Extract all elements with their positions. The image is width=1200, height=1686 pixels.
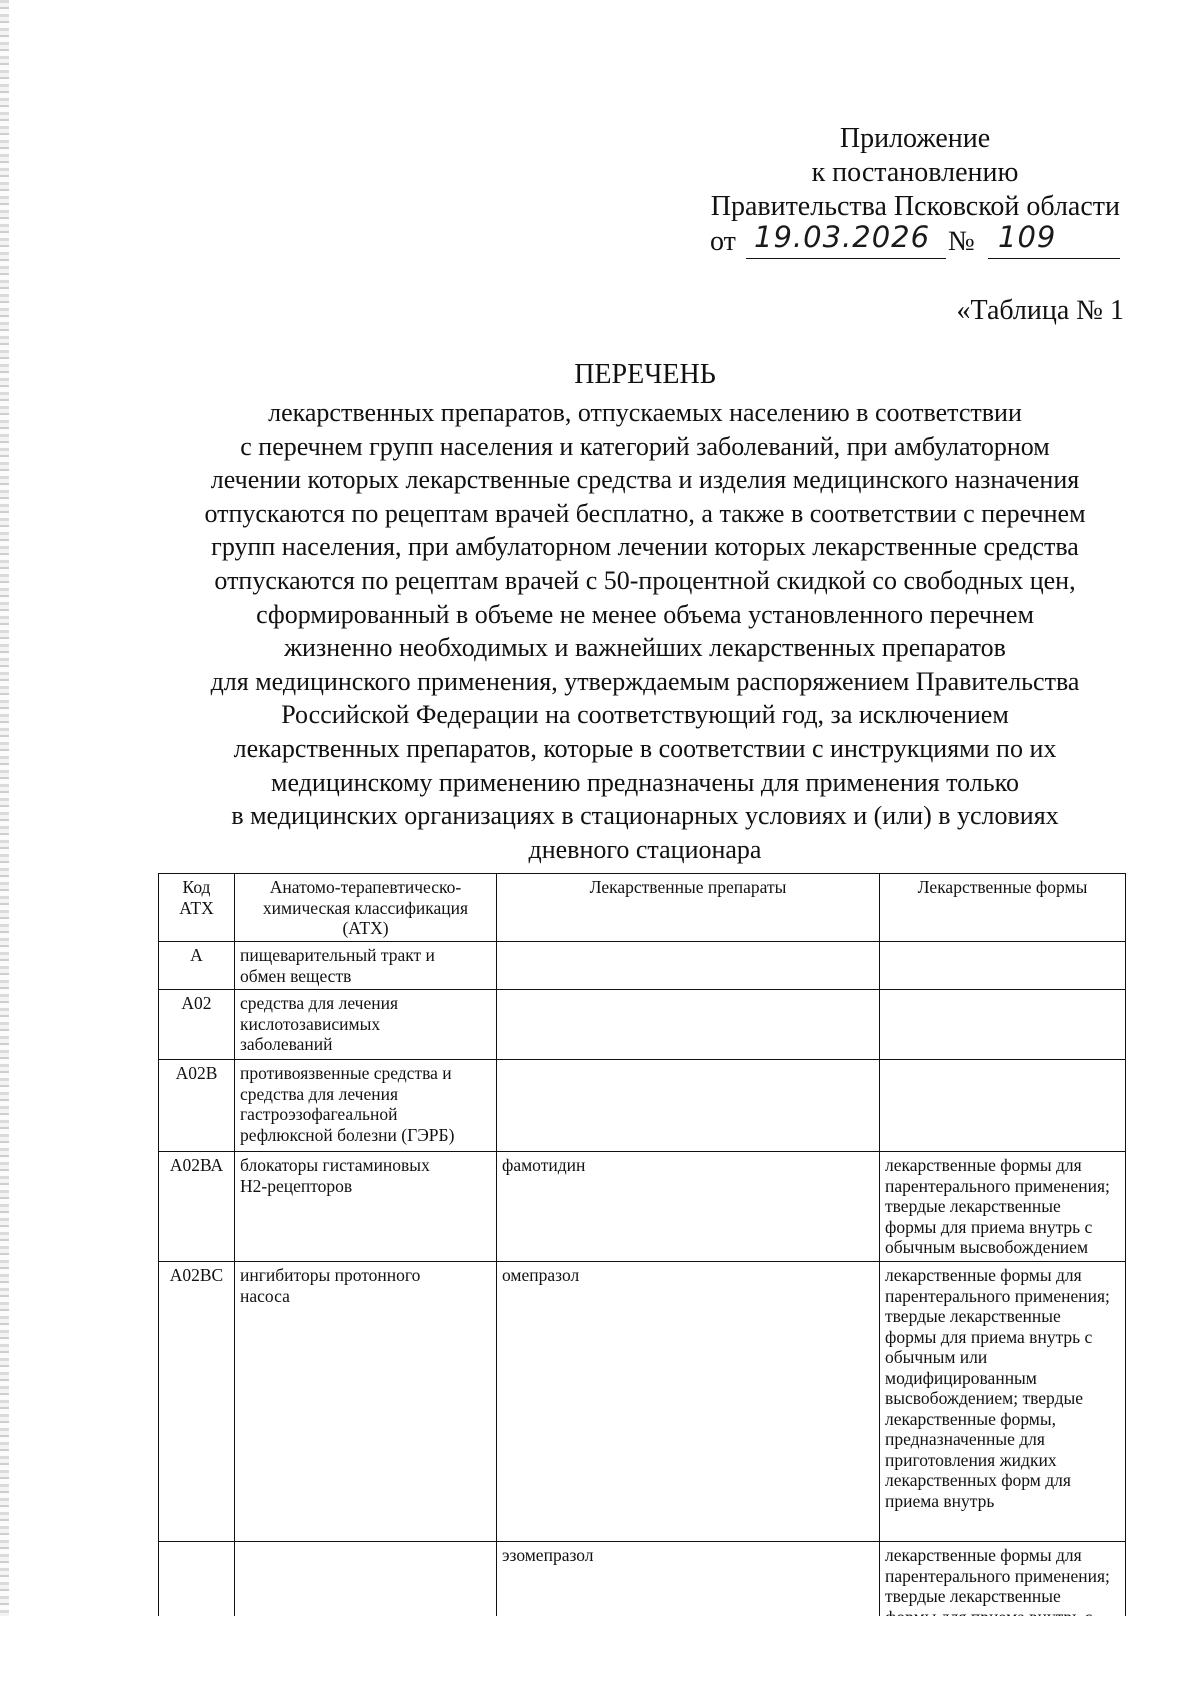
cell-drug-line: эзомепразол bbox=[502, 1545, 594, 1565]
cell-forms-line: лекарственные формы для bbox=[885, 1545, 1082, 1565]
description-line: жизненно необходимых и важнейших лекарственных препаратов bbox=[284, 633, 1006, 663]
drugs-table bbox=[158, 873, 1126, 1634]
header-drugs-line: Лекарственные препараты bbox=[589, 877, 787, 897]
cell-forms-line: твердые лекарственные bbox=[885, 1196, 1061, 1216]
cell-atx-line: обмен веществ bbox=[240, 965, 352, 986]
cell-drug-line: фамотидин bbox=[502, 1155, 586, 1175]
cell-code-line: А02ВА bbox=[169, 1155, 224, 1175]
cell-atx-line: кислотозависимых bbox=[240, 1013, 381, 1034]
cell-drug bbox=[497, 942, 880, 990]
cell-forms bbox=[880, 942, 1126, 990]
cell-atx-line: гастроэзофагеальной bbox=[240, 1104, 398, 1124]
approval-title: Приложение bbox=[839, 123, 991, 154]
table-row bbox=[159, 942, 1126, 990]
cell-code-line: А02 bbox=[181, 993, 212, 1013]
cell-code-line: А bbox=[190, 945, 203, 965]
page-bottom-margin bbox=[0, 1616, 1200, 1686]
scan-edge bbox=[0, 0, 9, 1686]
cell-drug bbox=[497, 1152, 880, 1262]
cell-forms-line: обычным высвобождением bbox=[885, 1237, 1089, 1257]
cell-forms-line: лекарственные формы для bbox=[885, 1155, 1082, 1175]
document-title: ПЕРЕЧЕНЬ bbox=[574, 359, 716, 390]
cell-atx-line: насоса bbox=[240, 1285, 290, 1306]
cell-atx-line: пищеварительный тракт и bbox=[240, 945, 435, 965]
table-header-row bbox=[159, 874, 1126, 942]
description-line: отпускаются по рецептам врачей бесплатно, а также в соответствии с перечнем bbox=[204, 498, 1086, 528]
cell-forms-line: лекарственные формы для bbox=[885, 1265, 1082, 1285]
header-code-line: Код bbox=[182, 877, 211, 897]
cell-atx-line: Н2-рецепторов bbox=[240, 1175, 353, 1196]
description-line: с перечнем групп населения и категорий заболеваний, при амбулаторном bbox=[240, 431, 1050, 461]
cell-atx-line: противоязвенные средства и bbox=[240, 1063, 452, 1083]
description-line: Российской Федерации на соответствующий год, за исключением bbox=[281, 700, 1009, 730]
header-forms bbox=[880, 874, 1126, 942]
cell-forms-line: модифицированным bbox=[885, 1367, 1037, 1388]
cell-drug bbox=[497, 990, 880, 1060]
description-line: сформированный в объеме не менее объема установленного перечнем bbox=[256, 599, 1034, 629]
description-line: лекарственных препаратов, отпускаемых населению в соответствии bbox=[268, 398, 1022, 427]
approval-block bbox=[600, 122, 1120, 224]
header-atx-line: Анатомо-терапевтическо- bbox=[269, 877, 462, 897]
cell-atx-line: ингибиторы протонного bbox=[240, 1265, 421, 1285]
cell-forms bbox=[880, 1262, 1126, 1542]
cell-forms-line: приема внутрь bbox=[885, 1490, 995, 1511]
header-code bbox=[159, 874, 235, 942]
number-underline bbox=[988, 258, 1120, 259]
cell-forms-line: парентерального применения; bbox=[885, 1175, 1110, 1196]
description-line: групп населения, при амбулаторном лечении которых лекарственные средства bbox=[211, 532, 1079, 562]
cell-atx bbox=[235, 1060, 497, 1152]
cell-forms-line: формы для приема внутрь с bbox=[885, 1326, 1093, 1347]
cell-forms bbox=[880, 990, 1126, 1060]
cell-code bbox=[159, 1262, 235, 1542]
document-description bbox=[150, 396, 1140, 866]
cell-code bbox=[159, 942, 235, 990]
cell-atx bbox=[235, 1262, 497, 1542]
cell-forms-line: твердые лекарственные bbox=[885, 1306, 1061, 1326]
approval-authority: Правительства Псковской области bbox=[710, 191, 1120, 222]
decree-number: 109 bbox=[998, 220, 1057, 254]
cell-forms-line: парентерального применения; bbox=[885, 1285, 1110, 1306]
cell-atx-line: рефлюксной болезни (ГЭРБ) bbox=[240, 1124, 455, 1145]
decree-date: 19.03.2026 bbox=[754, 220, 931, 254]
table-row bbox=[159, 990, 1126, 1060]
cell-forms bbox=[880, 1152, 1126, 1262]
header-atx-line: химическая классификация bbox=[262, 897, 469, 918]
header-code-line: АТХ bbox=[179, 897, 214, 918]
cell-drug bbox=[497, 1262, 880, 1542]
cell-atx-line: средства для лечения bbox=[240, 1083, 399, 1104]
cell-forms-line: твердые лекарственные bbox=[885, 1586, 1061, 1606]
description-line: дневного стационара bbox=[528, 834, 762, 864]
table-row bbox=[159, 1262, 1126, 1542]
table-row bbox=[159, 1152, 1126, 1262]
table-number: «Таблица № 1 bbox=[956, 295, 1124, 326]
cell-atx-line: средства для лечения bbox=[240, 993, 399, 1013]
decree-date-number bbox=[710, 220, 1130, 262]
cell-atx bbox=[235, 990, 497, 1060]
cell-forms-line: предназначенные для bbox=[885, 1429, 1045, 1449]
table-row bbox=[159, 1060, 1126, 1152]
cell-forms-line: парентерального применения; bbox=[885, 1565, 1110, 1586]
approval-subtitle: к постановлению bbox=[811, 157, 1019, 188]
cell-code bbox=[159, 1152, 235, 1262]
cell-atx bbox=[235, 1152, 497, 1262]
from-label: от bbox=[710, 226, 736, 257]
cell-forms-line: лекарственные формы, bbox=[885, 1408, 1057, 1429]
header-forms-line: Лекарственные формы bbox=[917, 877, 1088, 897]
cell-forms-line: формы для приема внутрь с bbox=[885, 1216, 1093, 1237]
cell-drug bbox=[497, 1060, 880, 1152]
number-label: № bbox=[948, 226, 975, 257]
cell-code bbox=[159, 990, 235, 1060]
description-line: лекарственных препаратов, которые в соответствии с инструкциями по их bbox=[233, 733, 1057, 763]
description-line: для медицинского применения, утверждаемым распоряжением Правительства bbox=[210, 666, 1080, 696]
cell-code-line: А02ВС bbox=[169, 1265, 224, 1285]
cell-code bbox=[159, 1060, 235, 1152]
cell-forms-line: обычным или bbox=[885, 1347, 988, 1367]
cell-atx-line: блокаторы гистаминовых bbox=[240, 1155, 430, 1175]
cell-atx-line: заболеваний bbox=[240, 1034, 333, 1054]
cell-forms bbox=[880, 1060, 1126, 1152]
cell-drug-line: омепразол bbox=[502, 1265, 580, 1285]
header-drugs bbox=[497, 874, 880, 942]
cell-forms-line: приготовления жидких bbox=[885, 1449, 1057, 1470]
cell-forms-line: лекарственных форм для bbox=[885, 1470, 1071, 1490]
cell-code-line: А02В bbox=[175, 1063, 218, 1083]
description-line: в медицинских организациях в стационарных условиях и (или) в условиях bbox=[231, 801, 1059, 831]
description-line: отпускаются по рецептам врачей с 50-процентной скидкой со свободных цен, bbox=[214, 565, 1076, 595]
description-line: медицинскому применению предназначены для применения только bbox=[271, 767, 1019, 797]
cell-forms-line: высвобождением; твердые bbox=[885, 1388, 1083, 1408]
date-underline bbox=[746, 258, 946, 259]
header-atx-line: (АТХ) bbox=[342, 918, 389, 938]
description-line: лечении которых лекарственные средства и изделия медицинского назначения bbox=[210, 465, 1080, 495]
header-atx bbox=[235, 874, 497, 942]
cell-atx bbox=[235, 942, 497, 990]
